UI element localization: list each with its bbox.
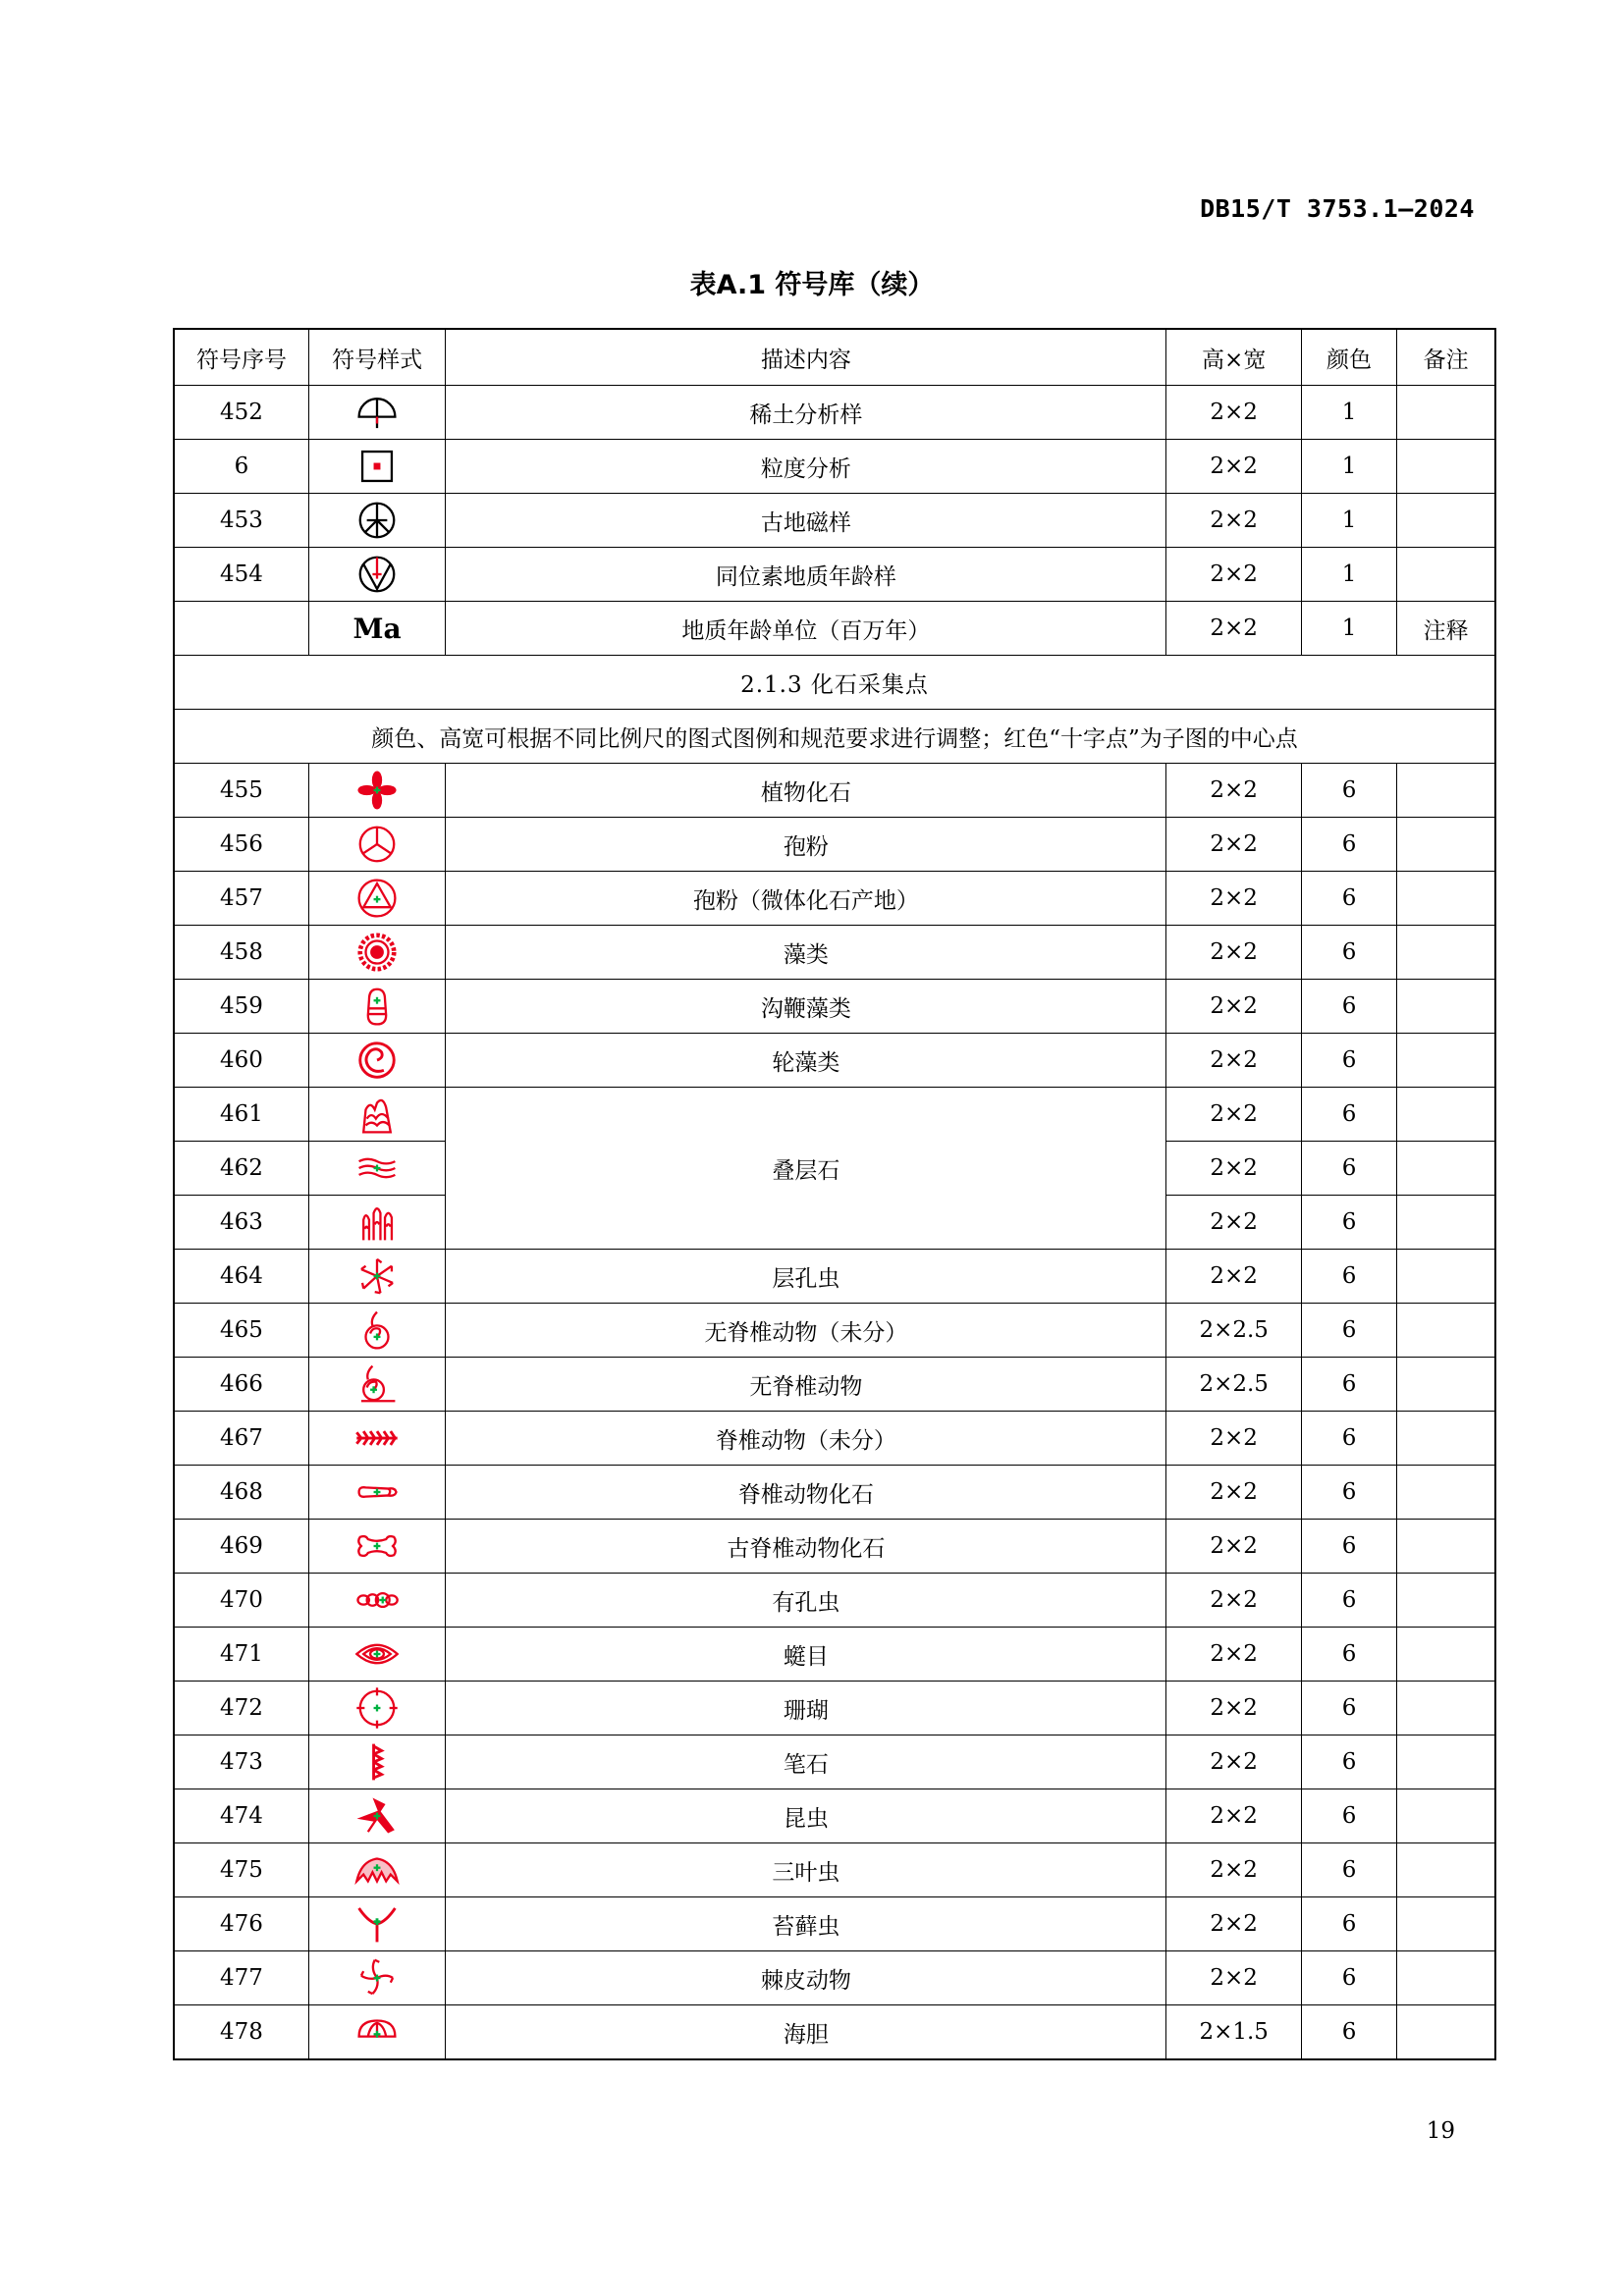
symbol-color: 6	[1301, 980, 1396, 1034]
symbol-description: 地质年龄单位（百万年）	[446, 602, 1166, 656]
symbol-number: 470	[174, 1574, 308, 1628]
symbol-cell	[308, 1951, 445, 2005]
symbol-cell	[308, 1196, 445, 1250]
symbol-color: 1	[1301, 548, 1396, 602]
symbol-color: 6	[1301, 764, 1396, 818]
symbol-color: 6	[1301, 1304, 1396, 1358]
symbol-number: 6	[174, 440, 308, 494]
symbol-size: 2×2	[1166, 1088, 1301, 1142]
symbol-number	[174, 602, 308, 656]
symbol-size: 2×2.5	[1166, 1304, 1301, 1358]
table-row	[174, 1412, 1495, 1466]
symbol-color: 6	[1301, 1520, 1396, 1574]
symbol-cell	[308, 1520, 445, 1574]
symbol-size: 2×2	[1166, 1789, 1301, 1843]
symbol-note	[1397, 1250, 1495, 1304]
symbol-number: 463	[174, 1196, 308, 1250]
table-row	[174, 1088, 1495, 1142]
symbol-description: 海胆	[446, 2005, 1166, 2060]
symbol-cell	[308, 818, 445, 872]
symbol-size: 2×2	[1166, 494, 1301, 548]
symbol-size: 2×2	[1166, 1735, 1301, 1789]
plant-fossil-icon	[354, 768, 400, 813]
symbol-number: 460	[174, 1034, 308, 1088]
symbol-color: 6	[1301, 1412, 1396, 1466]
invertebrate-icon	[354, 1362, 400, 1407]
symbol-note	[1397, 2005, 1495, 2060]
symbol-size: 2×2	[1166, 926, 1301, 980]
symbol-cell	[308, 764, 445, 818]
algae-icon	[354, 930, 400, 975]
symbol-number: 462	[174, 1142, 308, 1196]
table-title: 表A.1 符号库（续）	[689, 270, 935, 300]
symbol-note	[1397, 1789, 1495, 1843]
symbol-description: 稀土分析样	[446, 386, 1166, 440]
echinoderm-icon	[354, 1955, 400, 2001]
symbol-cell	[308, 1304, 445, 1358]
symbol-cell	[308, 1628, 445, 1682]
symbol-color: 6	[1301, 1735, 1396, 1789]
invertebrate-unsorted-icon	[354, 1308, 400, 1353]
grain-analysis-icon	[354, 444, 400, 489]
symbol-note	[1397, 1735, 1495, 1789]
table-row	[174, 494, 1495, 548]
symbol-cell	[308, 1358, 445, 1412]
symbol-note	[1397, 1951, 1495, 2005]
table-row	[174, 1466, 1495, 1520]
symbol-cell	[308, 548, 445, 602]
symbol-number: 467	[174, 1412, 308, 1466]
symbol-cell	[308, 1412, 445, 1466]
isotope-age-icon	[354, 552, 400, 597]
section-title: 2.1.3 化石采集点	[174, 656, 1495, 710]
symbol-description: 无脊椎动物	[446, 1358, 1166, 1412]
symbol-number: 461	[174, 1088, 308, 1142]
symbol-color: 6	[1301, 1088, 1396, 1142]
microfossil-spore-icon	[354, 876, 400, 921]
symbol-size: 2×2	[1166, 818, 1301, 872]
section-heading-row	[174, 656, 1495, 710]
paleomagnetic-icon	[354, 498, 400, 543]
symbol-color: 6	[1301, 1628, 1396, 1682]
table-row	[174, 1520, 1495, 1574]
symbol-cell	[308, 1843, 445, 1897]
symbol-cell	[308, 1142, 445, 1196]
symbol-color: 6	[1301, 2005, 1396, 2060]
symbol-color: 6	[1301, 1574, 1396, 1628]
symbol-description: 笔石	[446, 1735, 1166, 1789]
symbol-size: 2×2	[1166, 1034, 1301, 1088]
symbol-description: 沟鞭藻类	[446, 980, 1166, 1034]
symbol-number: 476	[174, 1897, 308, 1951]
symbol-note	[1397, 1088, 1495, 1142]
symbol-number: 464	[174, 1250, 308, 1304]
symbol-cell	[308, 1466, 445, 1520]
symbol-number: 453	[174, 494, 308, 548]
symbol-color: 1	[1301, 386, 1396, 440]
dinoflagellate-icon	[354, 984, 400, 1029]
symbol-cell	[308, 494, 445, 548]
symbol-size: 2×2	[1166, 602, 1301, 656]
symbol-cell	[308, 1735, 445, 1789]
symbol-number: 452	[174, 386, 308, 440]
symbol-description: 轮藻类	[446, 1034, 1166, 1088]
symbol-note	[1397, 1466, 1495, 1520]
symbol-note	[1397, 1574, 1495, 1628]
vertebrate-fossil-icon	[354, 1469, 400, 1515]
symbol-note	[1397, 494, 1495, 548]
symbol-size: 2×2	[1166, 1951, 1301, 2005]
symbol-description: 脊椎动物（未分）	[446, 1412, 1166, 1466]
fusulinid-icon	[354, 1631, 400, 1677]
table-row	[174, 440, 1495, 494]
symbol-description: 古脊椎动物化石	[446, 1520, 1166, 1574]
symbol-description: 脊椎动物化石	[446, 1466, 1166, 1520]
symbol-number: 474	[174, 1789, 308, 1843]
symbol-description: 藻类	[446, 926, 1166, 980]
symbol-size: 2×2	[1166, 1897, 1301, 1951]
symbol-note	[1397, 926, 1495, 980]
symbol-number: 454	[174, 548, 308, 602]
table-row	[174, 1843, 1495, 1897]
symbol-cell	[308, 926, 445, 980]
symbol-color: 6	[1301, 1250, 1396, 1304]
rare-earth-sample-icon	[354, 390, 400, 435]
symbol-cell	[308, 1897, 445, 1951]
symbol-description: 有孔虫	[446, 1574, 1166, 1628]
symbol-cell	[308, 602, 445, 656]
symbol-description: 古地磁样	[446, 494, 1166, 548]
table-row	[174, 926, 1495, 980]
col-header-size: 高×宽	[1166, 329, 1301, 386]
symbol-note	[1397, 548, 1495, 602]
symbol-number: 478	[174, 2005, 308, 2060]
symbol-note	[1397, 1142, 1495, 1196]
symbol-size: 2×2	[1166, 1412, 1301, 1466]
symbol-number: 465	[174, 1304, 308, 1358]
symbol-number: 458	[174, 926, 308, 980]
symbol-note	[1397, 980, 1495, 1034]
symbol-color: 6	[1301, 1951, 1396, 2005]
symbol-size: 2×2	[1166, 548, 1301, 602]
symbol-cell	[308, 1789, 445, 1843]
table-row	[174, 1250, 1495, 1304]
symbol-description: 植物化石	[446, 764, 1166, 818]
stromatoporoid-icon	[354, 1254, 400, 1299]
symbol-description: 孢粉	[446, 818, 1166, 872]
table-row	[174, 980, 1495, 1034]
symbol-description: 孢粉（微体化石产地）	[446, 872, 1166, 926]
bryozoan-icon	[354, 1901, 400, 1947]
ma-text-symbol: Ma	[352, 612, 402, 645]
symbol-number: 456	[174, 818, 308, 872]
table-row	[174, 1358, 1495, 1412]
symbol-cell	[308, 980, 445, 1034]
symbol-description: 层孔虫	[446, 1250, 1166, 1304]
col-header-color: 颜色	[1301, 329, 1396, 386]
symbol-size: 2×2	[1166, 1250, 1301, 1304]
symbol-note: 注释	[1397, 602, 1495, 656]
symbol-number: 475	[174, 1843, 308, 1897]
symbol-number: 472	[174, 1682, 308, 1735]
col-header-description: 描述内容	[446, 329, 1166, 386]
symbol-color: 6	[1301, 926, 1396, 980]
symbol-cell	[308, 386, 445, 440]
symbol-size: 2×1.5	[1166, 2005, 1301, 2060]
vertebrate-unsorted-icon	[354, 1415, 400, 1461]
table-row	[174, 1789, 1495, 1843]
table-row	[174, 2005, 1495, 2060]
symbol-cell	[308, 1250, 445, 1304]
symbol-cell	[308, 440, 445, 494]
stromatolite-b-icon	[354, 1146, 400, 1191]
symbol-note	[1397, 1034, 1495, 1088]
col-header-symbol: 符号样式	[308, 329, 445, 386]
graptolite-icon	[354, 1739, 400, 1785]
symbol-size: 2×2	[1166, 1628, 1301, 1682]
table-row	[174, 818, 1495, 872]
table-row	[174, 1304, 1495, 1358]
table-row	[174, 1735, 1495, 1789]
symbol-color: 6	[1301, 1196, 1396, 1250]
symbol-description: 棘皮动物	[446, 1951, 1166, 2005]
symbol-number: 466	[174, 1358, 308, 1412]
symbol-color: 6	[1301, 1682, 1396, 1735]
symbol-cell	[308, 1088, 445, 1142]
symbol-note	[1397, 1412, 1495, 1466]
table-row	[174, 1897, 1495, 1951]
symbol-description: 苔藓虫	[446, 1897, 1166, 1951]
symbol-number: 459	[174, 980, 308, 1034]
col-header-number: 符号序号	[174, 329, 308, 386]
symbol-color: 1	[1301, 602, 1396, 656]
symbol-size: 2×2	[1166, 764, 1301, 818]
symbol-cell	[308, 2005, 445, 2060]
table-header-row	[174, 329, 1495, 386]
symbol-note	[1397, 1843, 1495, 1897]
symbol-note	[1397, 386, 1495, 440]
symbol-cell	[308, 1574, 445, 1628]
symbol-note	[1397, 1628, 1495, 1682]
symbol-color: 6	[1301, 1142, 1396, 1196]
paleo-vertebrate-icon	[354, 1523, 400, 1569]
symbol-color: 6	[1301, 1358, 1396, 1412]
table-row	[174, 386, 1495, 440]
symbol-size: 2×2	[1166, 1466, 1301, 1520]
symbol-size: 2×2	[1166, 1520, 1301, 1574]
charophyte-icon	[354, 1038, 400, 1083]
symbol-number: 468	[174, 1466, 308, 1520]
symbol-color: 6	[1301, 1897, 1396, 1951]
symbol-size: 2×2	[1166, 1843, 1301, 1897]
symbol-description: 珊瑚	[446, 1682, 1166, 1735]
insect-icon	[354, 1793, 400, 1839]
foraminifera-icon	[354, 1577, 400, 1623]
symbol-color: 6	[1301, 1034, 1396, 1088]
section-note: 颜色、高宽可根据不同比例尺的图式图例和规范要求进行调整；红色“十字点”为子图的中心点	[174, 710, 1495, 764]
symbol-description: 三叶虫	[446, 1843, 1166, 1897]
symbol-color: 6	[1301, 1466, 1396, 1520]
symbol-size: 2×2	[1166, 440, 1301, 494]
symbol-number: 455	[174, 764, 308, 818]
symbol-size: 2×2	[1166, 980, 1301, 1034]
table-row	[174, 764, 1495, 818]
table-row	[174, 1574, 1495, 1628]
symbol-description: 无脊椎动物（未分）	[446, 1304, 1166, 1358]
page-number: 19	[1426, 2118, 1455, 2144]
symbol-note	[1397, 1304, 1495, 1358]
symbol-number: 471	[174, 1628, 308, 1682]
symbol-note	[1397, 440, 1495, 494]
table-row	[174, 1628, 1495, 1682]
section-note-row	[174, 710, 1495, 764]
symbol-number: 457	[174, 872, 308, 926]
symbol-description: 叠层石	[446, 1088, 1166, 1250]
symbol-size: 2×2	[1166, 1196, 1301, 1250]
table-row	[174, 872, 1495, 926]
col-header-note: 备注	[1397, 329, 1495, 386]
table-row	[174, 1682, 1495, 1735]
symbol-size: 2×2	[1166, 1682, 1301, 1735]
symbol-library-table	[173, 328, 1496, 2060]
symbol-note	[1397, 1682, 1495, 1735]
symbol-color: 6	[1301, 1789, 1396, 1843]
spore-pollen-icon	[354, 822, 400, 867]
symbol-note	[1397, 1520, 1495, 1574]
symbol-size: 2×2	[1166, 872, 1301, 926]
table-row	[174, 1034, 1495, 1088]
symbol-number: 469	[174, 1520, 308, 1574]
symbol-note	[1397, 818, 1495, 872]
symbol-note	[1397, 1196, 1495, 1250]
table-row	[174, 548, 1495, 602]
symbol-color: 1	[1301, 440, 1396, 494]
symbol-color: 1	[1301, 494, 1396, 548]
symbol-color: 6	[1301, 872, 1396, 926]
symbol-cell	[308, 1034, 445, 1088]
stromatolite-a-icon	[354, 1092, 400, 1137]
symbol-cell	[308, 872, 445, 926]
symbol-description: 昆虫	[446, 1789, 1166, 1843]
symbol-color: 6	[1301, 1843, 1396, 1897]
symbol-number: 477	[174, 1951, 308, 2005]
symbol-size: 2×2	[1166, 1142, 1301, 1196]
coral-icon	[354, 1685, 400, 1731]
symbol-size: 2×2	[1166, 1574, 1301, 1628]
symbol-description: 同位素地质年龄样	[446, 548, 1166, 602]
symbol-size: 2×2	[1166, 386, 1301, 440]
symbol-size: 2×2.5	[1166, 1358, 1301, 1412]
symbol-note	[1397, 764, 1495, 818]
table-row	[174, 602, 1495, 656]
symbol-note	[1397, 872, 1495, 926]
document-code: DB15/T 3753.1—2024	[1200, 194, 1475, 223]
symbol-number: 473	[174, 1735, 308, 1789]
symbol-description: 䗴目	[446, 1628, 1166, 1682]
symbol-note	[1397, 1358, 1495, 1412]
symbol-note	[1397, 1897, 1495, 1951]
symbol-description: 粒度分析	[446, 440, 1166, 494]
trilobite-icon	[354, 1847, 400, 1893]
symbol-color: 6	[1301, 818, 1396, 872]
symbol-cell	[308, 1682, 445, 1735]
table-row	[174, 1951, 1495, 2005]
stromatolite-c-icon	[354, 1200, 400, 1245]
echinoid-icon	[354, 2009, 400, 2055]
